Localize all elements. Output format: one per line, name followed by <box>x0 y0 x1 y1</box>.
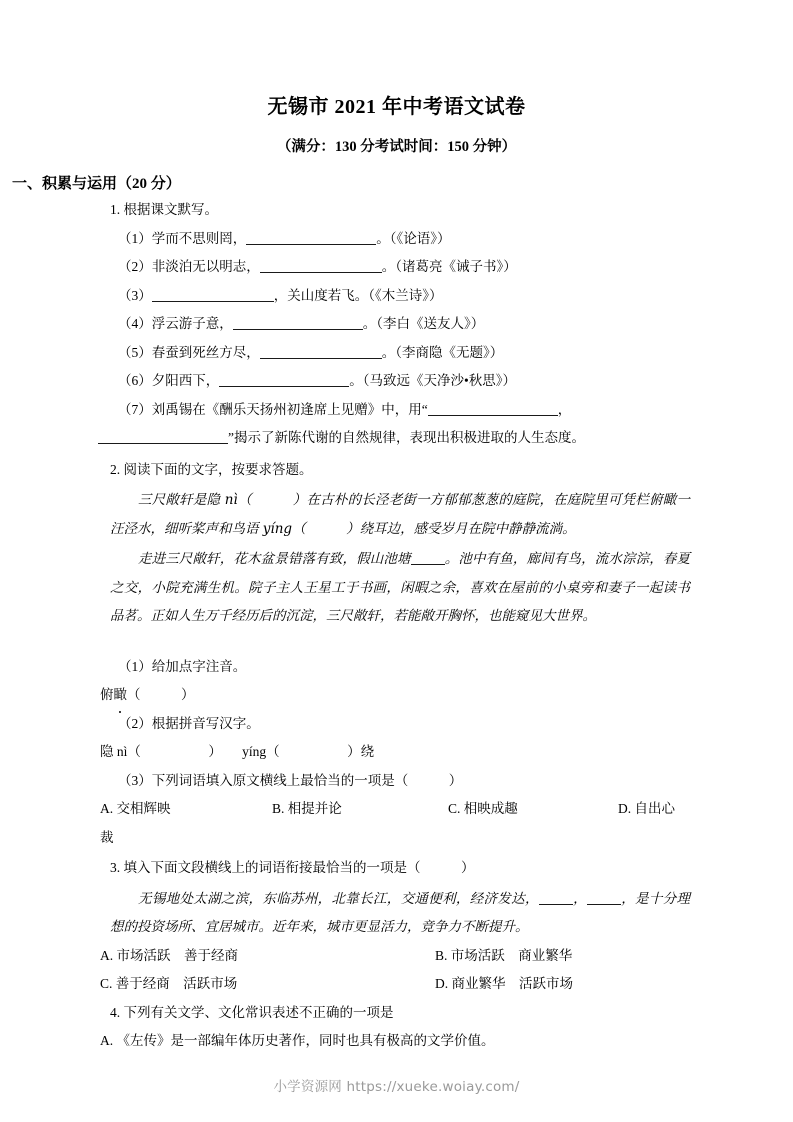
passage-part-b: ，是十分理想的投资场所、宜居城市。近年来，城市更显活力，竞争力不断提升。 <box>110 890 691 935</box>
question-1-item-3 <box>110 282 690 311</box>
answer-blank[interactable] <box>152 286 274 302</box>
answer-blank[interactable] <box>539 889 573 905</box>
dotted-char-kan: 瞰 <box>114 681 128 710</box>
item-suffix: ，关山度若飞。（《木兰诗》） <box>273 287 443 303</box>
question-3-passage <box>110 883 690 942</box>
question-3-options-row-2 <box>100 970 690 999</box>
answer-blank[interactable] <box>246 229 376 245</box>
item-prefix: （3） <box>118 287 152 303</box>
question-2-sub-1-answer-line <box>100 681 690 710</box>
question-1-item-6 <box>110 367 690 396</box>
item-suffix: 。（马致远《天净沙•秋思》） <box>349 373 516 388</box>
question-1-item-4 <box>110 310 690 339</box>
question-4-option-a[interactable]: A. 《左传》是一部编年体历史著作，同时也具有极高的文学价值。 <box>100 1033 495 1048</box>
question-2-sub-2-stem: （2）根据拼音写汉字。 <box>118 715 260 731</box>
page-subtitle: （满分：130 分考试时间：150 分钟） <box>276 139 517 155</box>
answer-blank[interactable] <box>98 428 228 444</box>
question-2-sub-1-stem: （1）给加点字注音。 <box>118 658 247 674</box>
answer-blank[interactable] <box>428 400 558 416</box>
answer-blank[interactable] <box>260 343 382 359</box>
passage-part-b: 。池中有鱼，廊间有鸟，流水淙淙，春夏之交，小院充满生机。院子主人王星工于书画，闲暇之余，喜欢在屋前的小桌旁和妻子一起读书品茗。正如人生万千经历后的沉淀，三尺敞轩，若能敞开胸怀，也能窥见大世界。 <box>110 551 691 624</box>
item-suffix: 。（《论语》） <box>376 230 451 246</box>
question-3-stem: 3. 填入下面文段横线上的词语衔接最恰当的一项是（ ） <box>110 860 475 875</box>
item-suffix: 。（李商隐《无题》） <box>381 344 504 360</box>
question-1-item-1 <box>110 225 690 254</box>
answer-blank[interactable] <box>219 371 349 387</box>
page-title: 无锡市 2021 年中考语文试卷 <box>267 96 526 118</box>
passage-sep: ， <box>572 890 587 907</box>
passage-part-a: 无锡地处太湖之滨，东临苏州，北靠长江，交通便利，经济发达， <box>138 890 539 907</box>
option-a[interactable]: A. 市场活跃 善于经商 <box>100 947 238 963</box>
item-suffix: ”揭示了新陈代谢的自然规律，表现出积极进取的人生态度。 <box>228 430 585 445</box>
section-heading-1: 一、积累与运用（20 分） <box>12 176 181 192</box>
question-3-options-row-1 <box>100 942 690 971</box>
question-1-stem: 1. 根据课文默写。 <box>110 202 218 217</box>
item-prefix: （4）浮云游子意， <box>118 316 233 331</box>
char-fu: 俯 <box>100 687 114 702</box>
site-watermark: 小学资源网 https://xueke.woiay.com/ <box>273 1079 520 1095</box>
item-prefix: （7）刘禹锡在《酬乐天扬州初逢席上见赠》中，用“ <box>118 401 428 417</box>
question-2-passage-paragraph-1: 三尺敞轩是隐 nì（ ）在古朴的长泾老街一方郁郁葱葱的庭院，在庭院里可凭栏俯瞰一汪泾水，细听桨声和鸟语 yíng（ ）绕耳边，感受岁月在院中静静流淌。 <box>110 492 690 537</box>
question-1-item-7-line1 <box>110 396 690 425</box>
question-1-item-5 <box>110 339 690 368</box>
question-1-item-2 <box>110 253 690 282</box>
answer-blank[interactable] <box>587 889 621 905</box>
item-suffix: ， <box>557 401 572 417</box>
item-prefix: （1）学而不思则罔， <box>118 230 247 246</box>
question-2-option-d-overflow[interactable]: 裁 <box>100 829 114 845</box>
option-d[interactable]: D. 自出心 <box>618 801 675 816</box>
item-prefix: （5）春蚕到死丝方尽， <box>118 344 260 360</box>
item-prefix: （6）夕阳西下， <box>118 373 220 388</box>
question-4-stem: 4. 下列有关文学、文化常识表述不正确的一项是 <box>110 1004 394 1020</box>
option-c[interactable]: C. 善于经商 活跃市场 <box>100 976 238 991</box>
option-c[interactable]: C. 相映成趣 <box>448 801 518 816</box>
item-prefix: （2）非淡泊无以明志， <box>118 259 260 274</box>
item-suffix: 。（诸葛亮《诫子书》） <box>381 259 517 274</box>
passage-part-a: 走进三尺敞轩，花木盆景错落有致，假山池塘 <box>138 551 411 567</box>
answer-blank[interactable] <box>233 314 363 330</box>
question-2-options-row <box>100 795 690 824</box>
item-suffix: 。（李白《送友人》） <box>362 316 485 331</box>
exam-body <box>0 196 793 1056</box>
answer-blank[interactable] <box>411 549 445 565</box>
question-2-stem: 2. 阅读下面的文字，按要求答题。 <box>110 461 313 477</box>
option-d[interactable]: D. 商业繁华 活跃市场 <box>435 976 573 991</box>
question-2-sub-3-stem: （3）下列词语填入原文横线上最恰当的一项是（ ） <box>118 772 463 788</box>
spacer <box>110 631 690 653</box>
question-2-sub-2-answer-line[interactable]: 隐 nì（ ） yíng（ ）绕 <box>100 744 375 759</box>
option-b[interactable]: B. 相提并论 <box>272 801 342 816</box>
option-a[interactable]: A. 交相辉映 <box>100 801 171 816</box>
answer-paren[interactable]: （ ） <box>127 687 195 702</box>
option-b[interactable]: B. 市场活跃 商业繁华 <box>435 947 573 963</box>
answer-blank[interactable] <box>260 257 382 273</box>
question-2-passage-paragraph-2 <box>110 543 690 631</box>
question-1-item-7-line2 <box>98 424 690 453</box>
